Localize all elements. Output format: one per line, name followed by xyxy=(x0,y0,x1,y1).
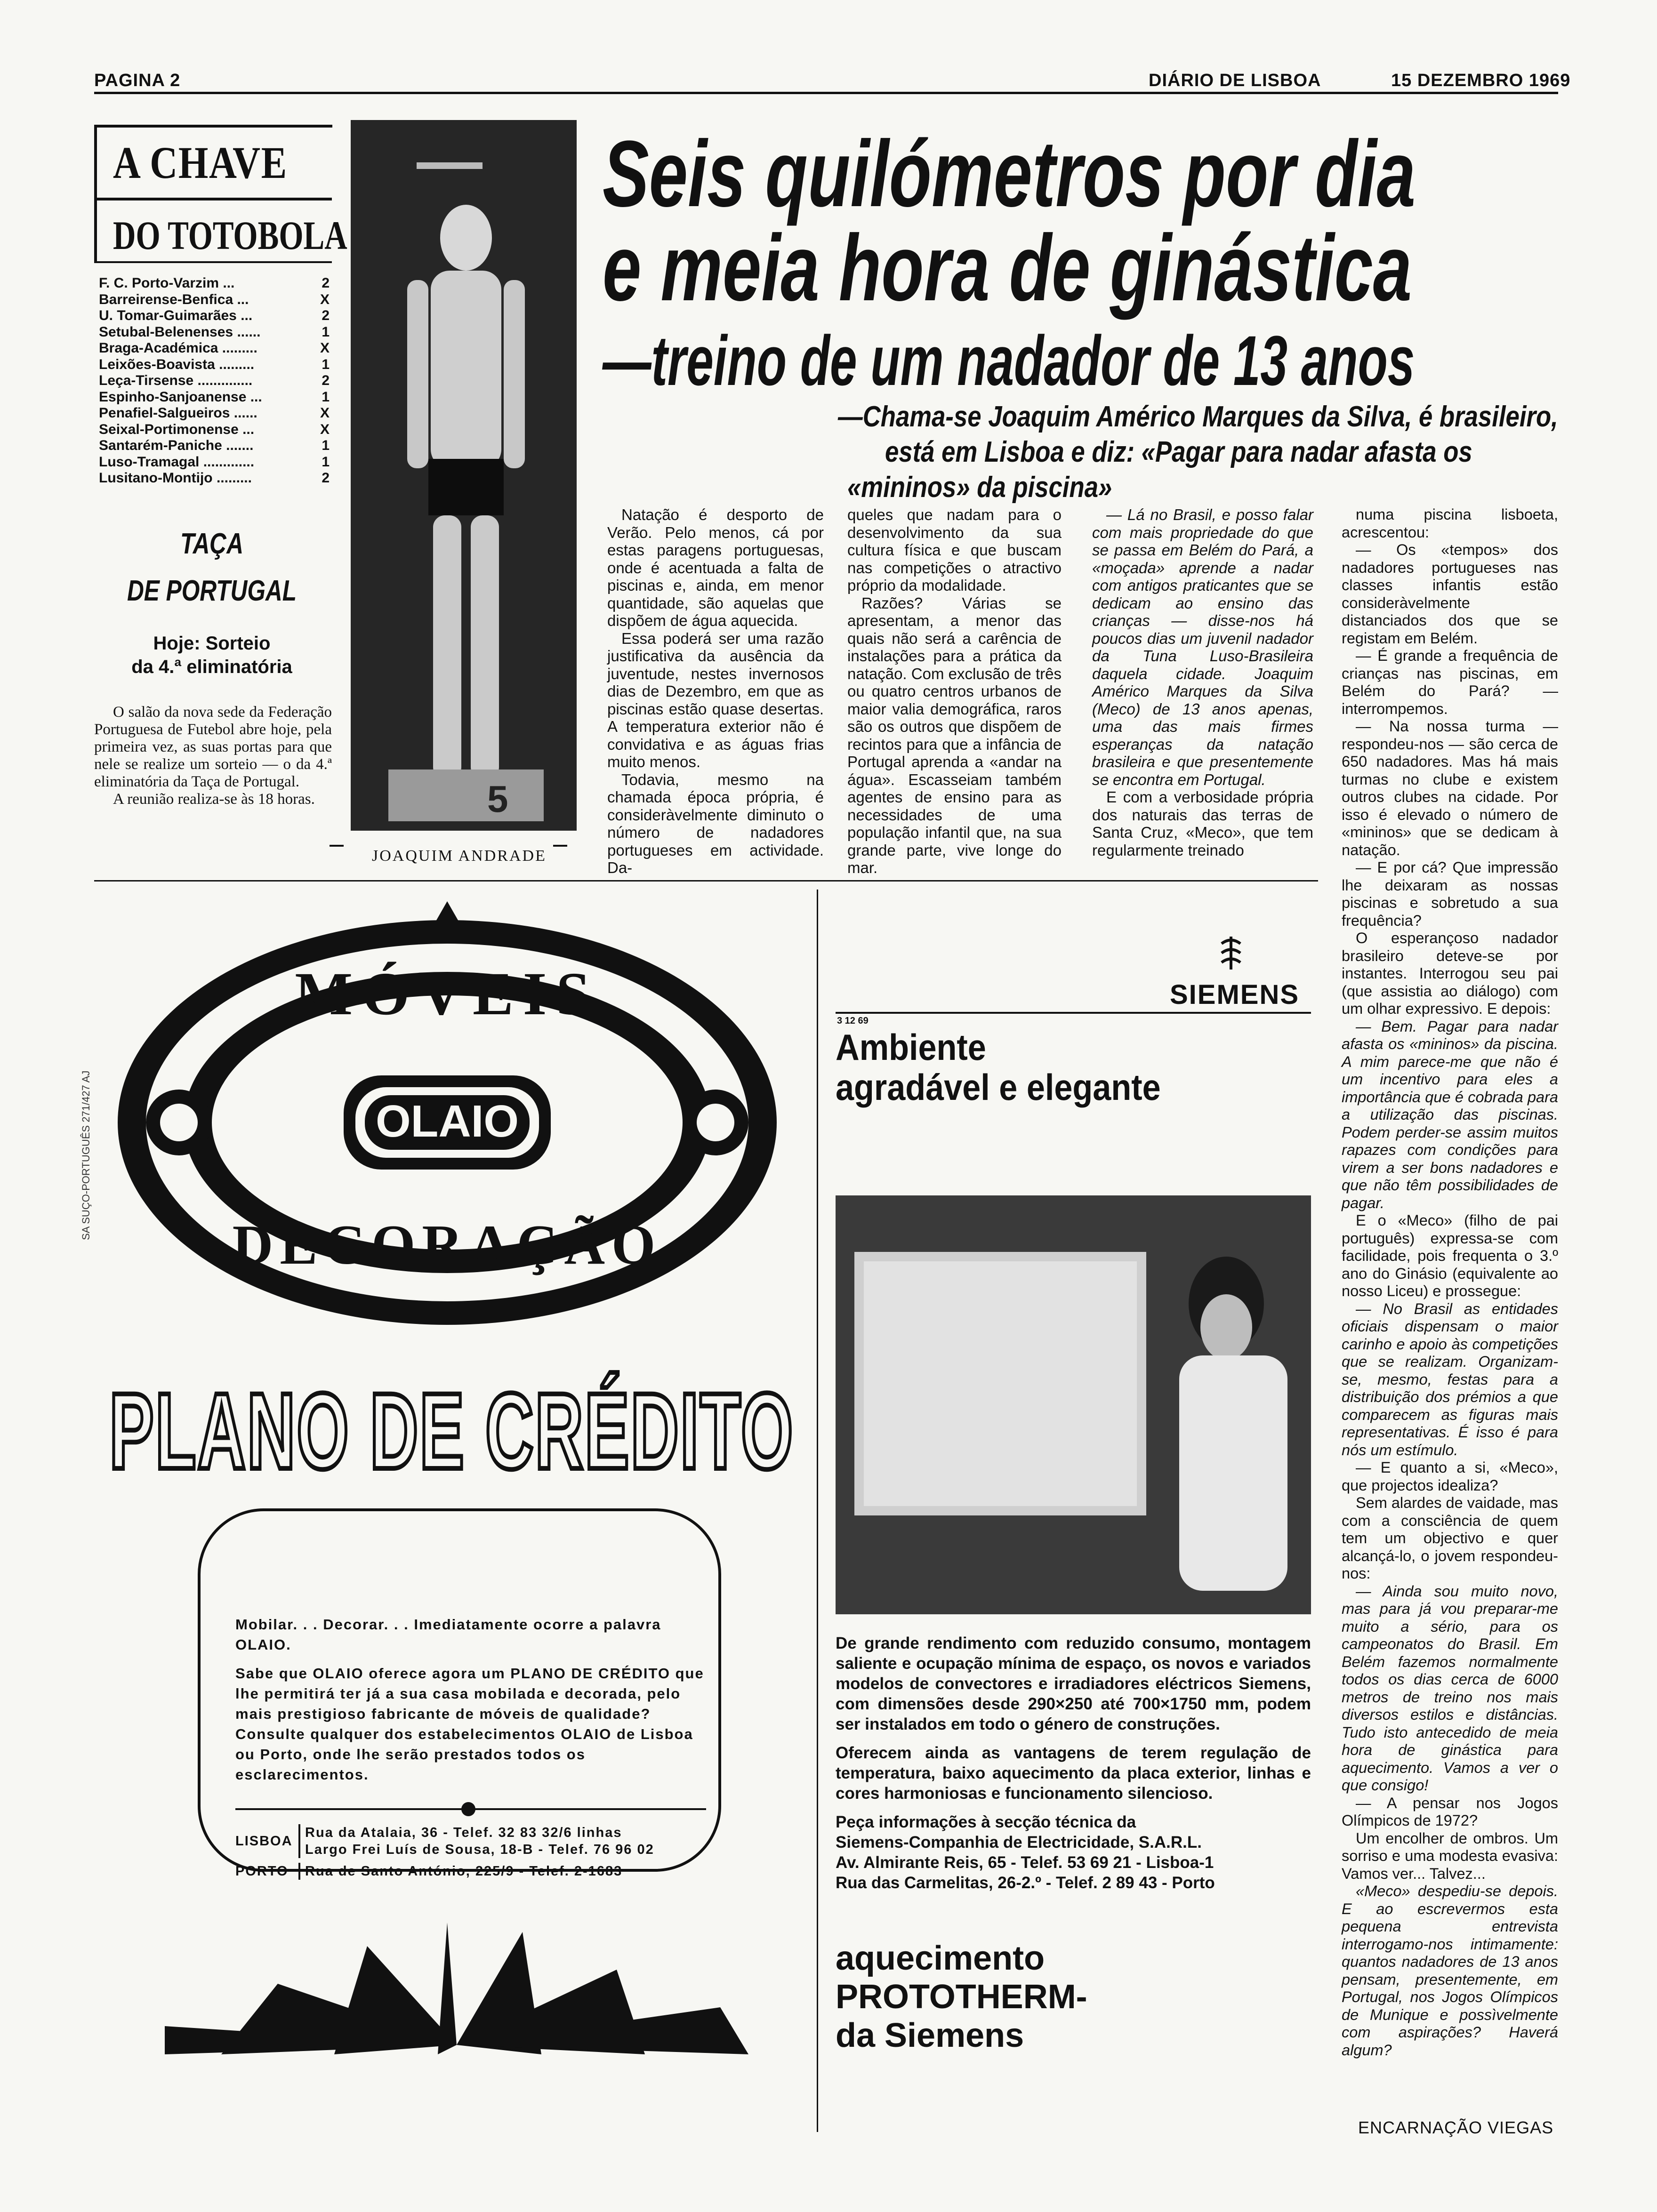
totobola-row xyxy=(99,324,330,340)
newspaper-name: DIÁRIO DE LISBOA xyxy=(1149,71,1321,90)
article-paragraph: Todavia, mesmo na chamada época própria, é consideràvelmente diminuto o número de nadadores portugueses em actividade. Da- xyxy=(607,770,824,876)
article-paragraph: «Meco» despediu-se depois. E ao escrevermos esta pequena entrevista interrogamo-nos intimamente: quantos nadadores de 13 anos pensam, presentemente, em Portugal, nos Jogos Olímpicos de Munique e possìvelmente com aspirações? Haverá algum? xyxy=(1342,1883,1558,2059)
totobola-row xyxy=(99,275,330,291)
totobola-result: 1 xyxy=(322,356,330,372)
article-paragraph: E com a verbosidade própria dos naturais das terras de Santa Cruz, «Meco», que tem regularmente treinado xyxy=(1092,788,1313,859)
svg-text:5: 5 xyxy=(487,778,508,820)
totobola-result: 2 xyxy=(322,275,330,291)
article-column-1 xyxy=(607,506,824,877)
lisboa-label: LISBOA xyxy=(235,1834,293,1849)
siemens-paragraph-2: Oferecem ainda as vantagens de terem regulação de temperatura, baixo aquecimento da placa exterior, linhas e cores harmoniosas e funcionamento silencioso. xyxy=(836,1744,1311,1803)
article-paragraph: Essa poderá ser uma razão justificativa da ausência da juventude, nestes invernosos dias de Dezembro, em que as piscinas estão quase desertas. A temperatura exterior não é convidativa e as águas frias muito menos. xyxy=(607,629,824,770)
taca-subheading: Hoje: Sorteio xyxy=(153,633,271,654)
totobola-row xyxy=(99,405,330,421)
totobola-subtitle: DO TOTOBOLA xyxy=(113,213,347,258)
page-number: PAGINA 2 xyxy=(94,71,181,90)
siemens-contact-4: Rua das Carmelitas, 26-2.º - Telef. 2 89 43 - Porto xyxy=(836,1874,1215,1892)
siemens-code: 3 12 69 xyxy=(837,1016,869,1026)
siemens-tagline-3: da Siemens xyxy=(836,2017,1024,2054)
plano-banner-text: PLANO DE CRÉDITO xyxy=(109,1370,795,1491)
totobola-result: X xyxy=(320,421,330,437)
totobola-row xyxy=(99,470,330,486)
taca-heading: TAÇA xyxy=(180,528,244,560)
plano-banner xyxy=(109,1370,795,1491)
totobola-result: 2 xyxy=(322,373,330,388)
article-paragraph: O esperançoso nadador brasileiro deteve-se por instantes. Interrogou seu pai (que assistia ao diálogo) com um olhar expressivo. E depois: xyxy=(1342,930,1558,1017)
siemens-rule xyxy=(836,1012,1311,1014)
article-paragraph: queles que nadam para o desenvolvimento da sua cultura física e que buscam nas competições o atractivo próprio da modalidade. xyxy=(847,506,1062,594)
lisboa-address-1: Rua da Atalaia, 36 - Telef. 32 83 32/6 linhas xyxy=(305,1825,622,1840)
olaio-side-code: SA SUÇO-PORTUGUÊS 271/427 AJ xyxy=(80,1070,92,1240)
article-paragraph: Sem alardes de vaidade, mas com a consciência de quem tem um objectivo e quer alcançá-lo, o jovem respondeu-nos: xyxy=(1342,1494,1558,1582)
totobola-result: X xyxy=(320,291,330,307)
lisboa-addresses xyxy=(298,1824,654,1858)
olaio-logo: OLAIO xyxy=(376,1096,519,1146)
porto-address: Rua de Santo António, 225/9 - Telef. 2-1683 xyxy=(298,1863,622,1880)
article-column-3 xyxy=(1092,506,1313,859)
totobola-result: X xyxy=(320,405,330,421)
subheadline-2: está em Lisboa e diz: «Pagar para nadar afasta os xyxy=(885,436,1472,468)
totobola-result: 1 xyxy=(322,438,330,453)
author-signoff: ENCARNAÇÃO VIEGAS xyxy=(1358,2118,1554,2137)
olaio-arc-top: MÓVEIS xyxy=(295,960,600,1028)
totobola-match: U. Tomar-Guimarães ... xyxy=(99,308,253,323)
olaio-copy xyxy=(235,1614,706,1880)
totobola-row xyxy=(99,389,330,405)
photo-credit: JOAQUIM ANDRADE xyxy=(372,847,547,865)
siemens-heading: Ambiente xyxy=(836,1026,986,1068)
totobola-match: Leça-Tirsense .............. xyxy=(99,373,253,388)
article-paragraph: — Lá no Brasil, e posso falar com mais propriedade do que se passa em Belém do Pará, a «moçada» aprende a nadar com antigos praticantes que se dedicam ao ensino das crianças — disse-nos há poucos dias um juvenil nadador da Tuna Luso-Brasileira daquela cidade. Joaquim Américo Marques da Silva (Meco) de 13 anos apenas, uma das mais firmes esperanças da natação brasileira e que presentemente se encontra em Portugal. xyxy=(1092,506,1313,788)
siemens-brand: SIEMENS xyxy=(1170,979,1300,1010)
siemens-heading-2: agradável e elegante xyxy=(836,1066,1161,1108)
taca-heading-2: DE PORTUGAL xyxy=(127,575,297,607)
totobola-row xyxy=(99,357,330,373)
olaio-lisboa-block xyxy=(235,1824,706,1858)
taca-body xyxy=(94,704,332,808)
issue-date: 15 DEZEMBRO 1969 xyxy=(1391,71,1571,90)
totobola-result: 2 xyxy=(322,470,330,486)
headline-line-2: e meia hora de ginástica xyxy=(603,216,1412,321)
siemens-copy xyxy=(836,1633,1311,1893)
olaio-paragraph-2: Sabe que OLAIO oferece agora um PLANO DE CRÉDITO que lhe permitirá ter já a sua casa mobilada e decorada, pelo mais prestigioso fabricante de móveis de qualidade? Consulte qualquer dos estabelecimentos OLAIO de Lisboa ou Porto, onde lhe serão prestados todos os esclarecimentos. xyxy=(235,1665,704,1783)
porto-label: PORTO xyxy=(235,1864,289,1879)
totobola-title: A CHAVE xyxy=(113,137,288,188)
siemens-tagline-2: PROTOTHERM- xyxy=(836,1978,1087,2016)
olaio-sunburst xyxy=(165,1866,748,2054)
totobola-result: X xyxy=(320,340,330,356)
article-paragraph: — É grande a frequência de crianças nas piscinas, em Belém do Pará? — interrompemos. xyxy=(1342,647,1558,717)
credit-dash xyxy=(330,845,344,847)
siemens-contact-1: Peça informações à secção técnica da xyxy=(836,1813,1136,1831)
totobola-result: 2 xyxy=(322,308,330,323)
article-paragraph: — Na nossa turma — respondeu-nos — são cerca de 650 nadadores. Mas há mais turmas no clube e existem outros clubes na cidade. Por isso é elevado o número de «mininos» que se dedicam à natação. xyxy=(1342,718,1558,858)
subheadline-3: «mininos» da piscina» xyxy=(847,471,1112,504)
article-paragraph: — No Brasil as entidades oficiais dispensam o maior carinho e apoio às competições que se realizam. Organizam-se, mesmo, festas para a distribuição dos prémios a que comparecem as figuras mais representativas. É isso é para nós um estímulo. xyxy=(1342,1300,1558,1459)
totobola-row xyxy=(99,422,330,438)
totobola-row xyxy=(99,454,330,470)
article-paragraph: numa piscina lisboeta, acrescentou: xyxy=(1342,506,1558,541)
credit-dash-2 xyxy=(553,845,567,847)
siemens-contact-3: Av. Almirante Reis, 65 - Telef. 53 69 21 - Lisboa-1 xyxy=(836,1853,1214,1872)
siemens-contact-2: Siemens-Companhia de Electricidade, S.A.R.L. xyxy=(836,1833,1202,1851)
article-paragraph: Natação é desporto de Verão. Pelo menos, cá por estas paragens portuguesas, onde é acentuada a falta de piscinas e, ainda, em menor quantidade, são aquelas que dispõem de água aquecida. xyxy=(607,506,824,629)
article-paragraph: — Bem. Pagar para nadar afasta os «mininos» da piscina. A mim parece-me que não é um incentivo para eles a importância que é cobrada para a utilização das piscinas. Podem perder-se assim muitos rapazes com condições para virem a ser bons nadadores e que não têm possibilidades de pagar. xyxy=(1342,1018,1558,1211)
totobola-result: 1 xyxy=(322,324,330,340)
totobola-match: Braga-Académica ......... xyxy=(99,340,257,356)
totobola-match: Penafiel-Salgueiros ...... xyxy=(99,405,257,421)
siemens-tagline-1: aquecimento xyxy=(836,1940,1045,1977)
totobola-row xyxy=(99,438,330,454)
olaio-divider xyxy=(235,1808,706,1810)
totobola-title-rule xyxy=(94,198,332,200)
totobola-match: Lusitano-Montijo ......... xyxy=(99,470,252,486)
totobola-match: Leixões-Boavista ......... xyxy=(99,356,255,372)
totobola-match: Seixal-Portimonense ... xyxy=(99,421,255,437)
totobola-divider xyxy=(94,261,332,263)
siemens-paragraph-1: De grande rendimento com reduzido consumo, montagem saliente e ocupação mínima de espaço, os novos e variados modelos de convectores e irradiadores eléctricos Siemens, com dimensões desde 290×250 até 700×1750 mm, podem ser instalados em todo o género de construções. xyxy=(836,1634,1311,1733)
header-rule xyxy=(94,92,1558,94)
headline-line-3: —treino de um nadador de 13 anos xyxy=(603,321,1415,400)
olaio-paragraph-1: Mobilar. . . Decorar. . . Imediatamente ocorre a palavra OLAIO. xyxy=(235,1616,661,1653)
swimmer-figure xyxy=(351,120,577,831)
totobola-row xyxy=(99,308,330,324)
totobola-result: 1 xyxy=(322,389,330,405)
totobola-row xyxy=(99,373,330,389)
article-paragraph: Um encolher de ombros. Um sorriso e uma modesta evasiva: Vamos ver... Talvez... xyxy=(1342,1829,1558,1882)
article-paragraph: — E por cá? Que impressão lhe deixaram as nossas piscinas e sobretudo a sua frequência? xyxy=(1342,859,1558,929)
totobola-match: Santarém-Paniche ....... xyxy=(99,438,254,453)
taca-paragraph: O salão da nova sede da Federação Portuguesa de Futebol abre hoje, pela primeira vez, as suas portas para que nele se realize um sorteio — o da 4.ª eliminatória da Taça de Portugal. xyxy=(94,704,332,790)
totobola-row xyxy=(99,292,330,308)
article-paragraph: — Ainda sou muito novo, mas para já vou preparar-me muito a sério, para os campeonatos do Brasil. Em Belém fazemos normalmente todos os dias cerca de 6000 metros de treino nos mais diversos estilos e distâncias. Tudo isto antecedido de meia hora de ginástica para aquecimento. Vamos a ver o que consigo! xyxy=(1342,1582,1558,1794)
headline-line-1: Seis quilómetros por dia xyxy=(603,121,1416,226)
totobola-match: F. C. Porto-Varzim ... xyxy=(99,275,235,291)
article-column-2 xyxy=(847,506,1062,877)
olaio-arc-bottom: DECORAÇÃO xyxy=(232,1213,662,1276)
swimmer-photo xyxy=(351,120,577,831)
lisboa-address-2: Largo Frei Luís de Sousa, 18-B - Telef. 76 96 02 xyxy=(305,1842,654,1857)
olaio-porto-block xyxy=(235,1863,706,1880)
article-paragraph: — A pensar nos Jogos Olímpicos de 1972? xyxy=(1342,1794,1558,1829)
totobola-match: Setubal-Belenenses ...... xyxy=(99,324,261,340)
article-paragraph: Razões? Várias se apresentam, a menor das quais não será a carência de instalações para a prática da natação. Com exclusão de três ou quatro centros urbanos de maior valia demográfica, raros são os outros que dispõem de recintos para que a infância de Portugal aprenda a «andar na água». Escasseiam também agentes de ensino para as necessidades de uma população infantil que, na sua grande parte, vive longe do mar. xyxy=(847,594,1062,876)
siemens-emblem-icon xyxy=(1215,934,1247,972)
article-column-4 xyxy=(1342,506,1558,2059)
olaio-advertisement xyxy=(80,901,796,2054)
totobola-result: 1 xyxy=(322,454,330,470)
article-paragraph: — Os «tempos» dos nadadores portugueses nas classes infantis estão consideràvelmente distanciados dos que se registam em Belém. xyxy=(1342,541,1558,647)
taca-subheading-2: da 4.ª eliminatória xyxy=(131,657,292,677)
ads-divider xyxy=(94,880,1318,882)
subheadline-1: —Chama-se Joaquim Américo Marques da Silva, é brasileiro, xyxy=(838,401,1558,433)
totobola-match: Luso-Tramagal ............. xyxy=(99,454,255,470)
totobola-match: Barreirense-Benfica ... xyxy=(99,291,249,307)
totobola-match: Espinho-Sanjoanense ... xyxy=(99,389,262,405)
article-paragraph: — E quanto a si, «Meco», que projectos idealiza? xyxy=(1342,1459,1558,1494)
divider-dot-icon xyxy=(461,1802,475,1816)
ads-vertical-divider xyxy=(817,890,818,2132)
article-paragraph: E o «Meco» (filho de pai português) expressa-se com facilidade, pois frequenta o 3.º ano do Ginásio (equivalente ao nosso Liceu) e prossegue: xyxy=(1342,1212,1558,1299)
siemens-tagline xyxy=(836,1939,1087,2055)
totobola-row xyxy=(99,340,330,356)
siemens-product-photo xyxy=(836,1195,1311,1614)
taca-paragraph-2: A reunião realiza-se às 18 horas. xyxy=(113,791,315,808)
